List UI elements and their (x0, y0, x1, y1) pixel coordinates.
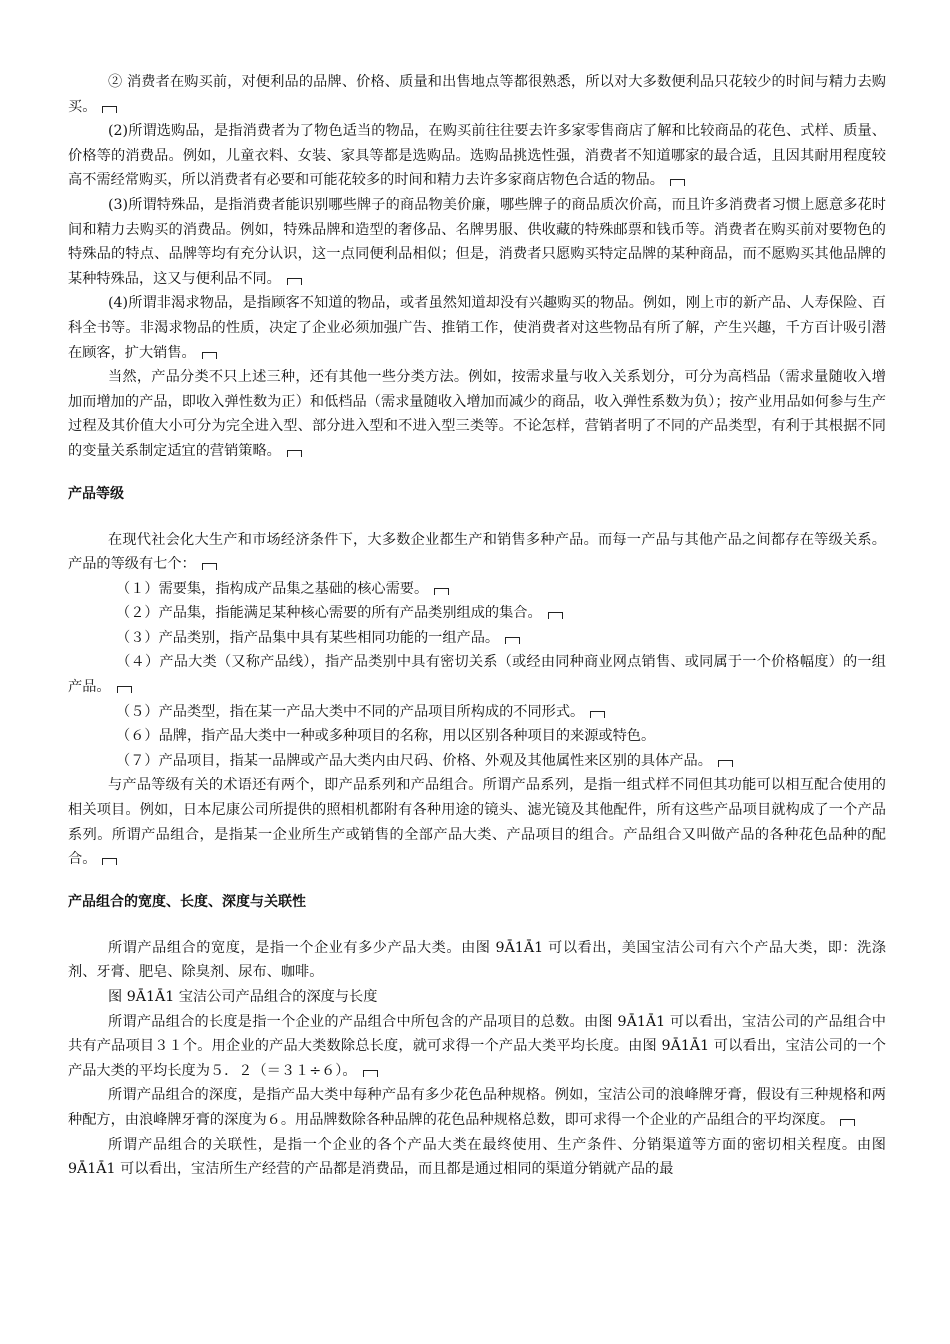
list-item-product-type: （５）产品类型，指在某一产品大类中不同的产品项目所构成的不同形式。 (68, 700, 886, 725)
paragraph-mark-icon (718, 760, 733, 767)
paragraph-other-classifications: 当然，产品分类不只上述三种，还有其他一些分类方法。例如，按需求量与收入关系划分，可分为高档品（需求量随收入增加而增加的产品，即收入弹性数为正）和低档品（需求量随收入增加而减少的商品，收入弹性系数为负）；按产业用品如何参与生产过程及其价值大小可分为完全进入型、部分进入型和不进入型三类等。不论怎样，营销者明了不同的产品类型，有利于其根据不同的变量关系制定适宜的营销策略。 (68, 369, 886, 459)
list-item-product-family: （２）产品集，指能满足某种核心需要的所有产品类别组成的集合。 (68, 601, 886, 626)
paragraph-mark-icon (287, 450, 302, 457)
list-item-product-item: （７）产品项目，指某一品牌或产品大类内由尺码、价格、外观及其他属性来区别的具体产品。 (68, 749, 886, 774)
paragraph-mix-width: 所谓产品组合的宽度，是指一个企业有多少产品大类。由图 9Ā1Ā1 可以看出，美国宝洁公司有六个产品大类，即：洗涤剂、牙膏、肥皂、除臭剂、尿布、咖啡。 (68, 939, 886, 981)
section-heading-product-mix: 产品组合的宽度、长度、深度与关联性 (68, 893, 306, 910)
paragraph-mark-icon (102, 106, 117, 113)
paragraph-grades-intro: 在现代社会化大生产和市场经济条件下，大多数企业都生产和销售多种产品。而每一产品与其他产品之间都存在等级关系。产品的等级有七个： (68, 531, 886, 573)
paragraph-mark-icon (202, 563, 217, 570)
paragraph-mark-icon (434, 588, 449, 595)
paragraph-mark-icon (363, 1070, 378, 1077)
paragraph-mark-icon (102, 858, 117, 865)
paragraph-unsought-goods: (4)所谓非渴求物品，是指顾客不知道的物品，或者虽然知道却没有兴趣购买的物品。例如，刚上市的新产品、人寿保险、百科全书等。非渴求物品的性质，决定了企业必须加强广告、推销工作，使消费者对这些物品有所了解，产生兴趣，千方百计吸引潜在顾客，扩大销售。 (68, 295, 886, 361)
list-item-brand: （６）品牌，指产品大类中一种或多种项目的名称，用以区别各种项目的来源或特色。 (116, 728, 656, 745)
paragraph-mark-icon (548, 612, 563, 619)
paragraph-mark-icon (505, 637, 520, 644)
paragraph-grades-closing: 与产品等级有关的术语还有两个，即产品系列和产品组合。所谓产品系列，是指一组式样不同但其功能可以相互配合使用的相关项目。例如，日本尼康公司所提供的照相机都附有各种用途的镜头、滤光镜及其他配件，所有这些产品项目就构成了一个产品系列。所谓产品组合，是指某一企业所生产或销售的全部产品大类、产品项目的组合。产品组合又叫做产品的各种花色品种的配合。 (68, 777, 886, 868)
paragraph-mix-depth: 所谓产品组合的深度，是指产品大类中每种产品有多少花色品种规格。例如，宝洁公司的浪峰牌牙膏，假设有三种规格和两种配方，由浪峰牌牙膏的深度为６。用品牌数除各种品牌的花色品种规格总数，即可求得一个企业的产品组合的平均深度。 (68, 1087, 886, 1128)
paragraph-convenience-note: ② 消费者在购买前，对便利品的品牌、价格、质量和出售地点等都很熟悉，所以对大多数便利品只花较少的时间与精力去购买。 (68, 74, 886, 115)
list-item-product-class: （３）产品类别，指产品集中具有某些相同功能的一组产品。 (68, 626, 886, 651)
paragraph-shopping-goods: (2)所谓选购品，是指消费者为了物色适当的物品，在购买前往往要去许多家零售商店了解和比较商品的花色、式样、质量、价格等的消费品。例如，儿童衣料、女装、家具等都是选购品。选购品挑选性强，消费者不知道哪家的最合适，且因其耐用程度较高不需经常购买，所以消费者有必要和可能花较多的时间和精力去许多家商店物色合适的物品。 (68, 123, 886, 189)
paragraph-mark-icon (202, 352, 217, 359)
paragraph-mark-icon (670, 179, 685, 186)
list-item-product-line: （４）产品大类（又称产品线），指产品类别中具有密切关系（或经由同种商业网点销售、或同属于一个价格幅度）的一组产品。 (68, 654, 886, 696)
figure-caption: 图 9Ā1Ā1 宝洁公司产品组合的深度与长度 (108, 989, 378, 1005)
section-heading-product-grades: 产品等级 (68, 485, 124, 502)
document-page (68, 70, 886, 1182)
paragraph-mix-length: 所谓产品组合的长度是指一个企业的产品组合中所包含的产品项目的总数。由图 9Ā1Ā1 可以看出，宝洁公司的产品组合中共有产品项目３１个。用企业的产品大类数除总长度，就可求得一个产品大类平均长度。由图 9Ā1Ā1 可以看出，宝洁公司的一个产品大类的平均长度为５．２（＝３１÷６）。 (68, 1013, 886, 1079)
paragraph-mark-icon (117, 686, 132, 693)
paragraph-mark-icon (287, 278, 302, 285)
paragraph-mix-consistency: 所谓产品组合的关联性，是指一个企业的各个产品大类在最终使用、生产条件、分销渠道等方面的密切相关程度。由图 9Ā1Ā1 可以看出，宝洁所生产经营的产品都是消费品，而且都是通过相同的渠道分销就产品的最 (68, 1136, 886, 1178)
paragraph-mark-icon (590, 711, 605, 718)
paragraph-specialty-goods: (3)所谓特殊品，是指消费者能识别哪些牌子的商品物美价廉，哪些牌子的商品质次价高，而且许多消费者习惯上愿意多花时间和精力去购买的消费品。例如，特殊品牌和造型的奢侈品、名牌男服、供收藏的特殊邮票和钱币等。消费者在购买前对要物色的特殊品的特点、品牌等均有充分认识，这一点同便利品相似；但是，消费者只愿购买特定品牌的某种商品，而不愿购买其他品牌的某种特殊品，这又与便利品不同。 (68, 196, 886, 287)
list-item-need-family: （１）需要集，指构成产品集之基础的核心需要。 (68, 577, 886, 602)
paragraph-mark-icon (840, 1119, 855, 1126)
